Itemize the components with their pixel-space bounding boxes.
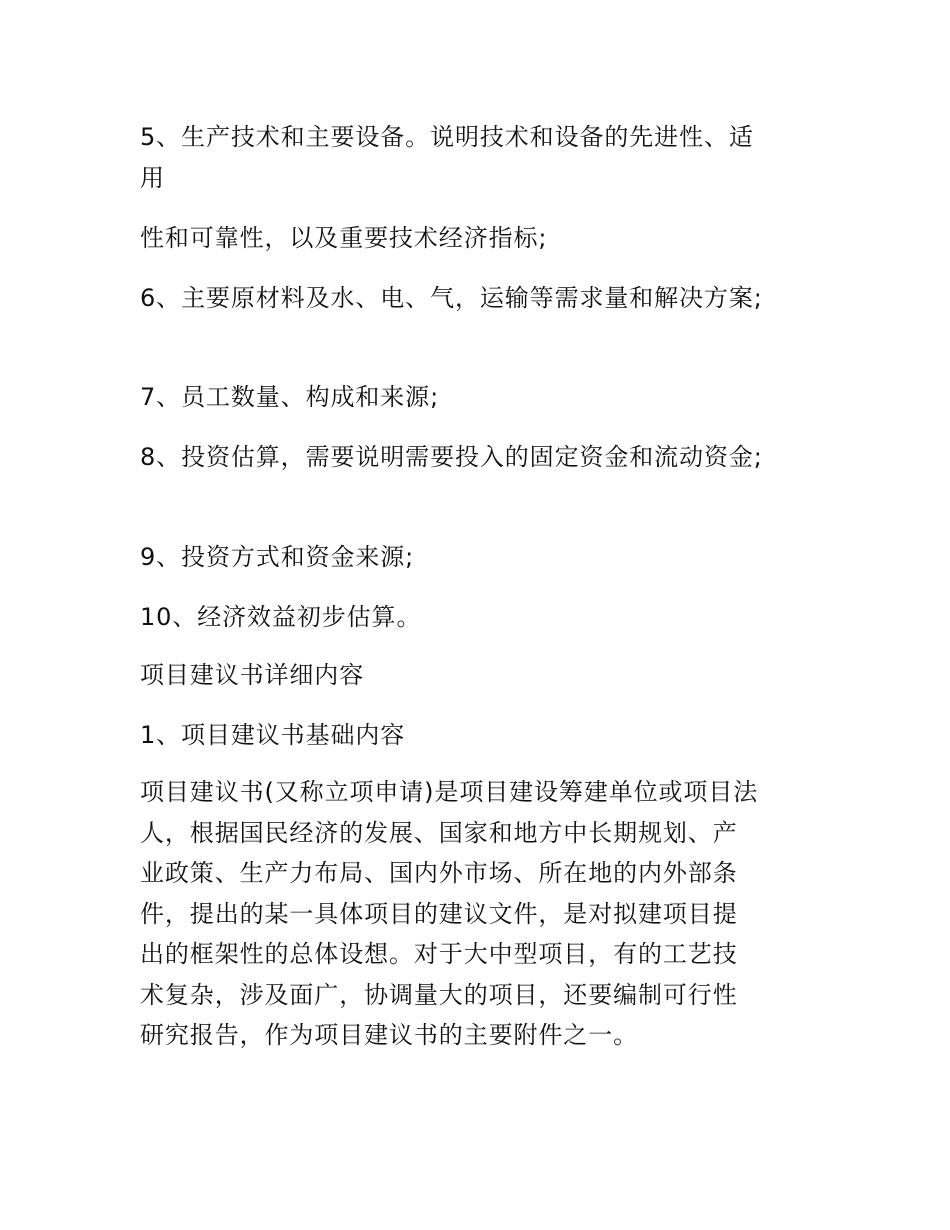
item-5-line-1: 5、生产技术和主要设备。说明技术和设备的先进性、适 (140, 123, 754, 151)
subsection-heading: 1、项目建议书基础内容 (140, 721, 406, 749)
paragraph-line: 术复杂，涉及面广，协调量大的项目，还要编制可行性 (140, 980, 738, 1009)
paragraph-line: 项目建议书(又称立项申请)是项目建设筹建单位或项目法 (140, 778, 759, 806)
item-5-line-3: 性和可靠性，以及重要技术经济指标; (140, 224, 548, 252)
paragraph-line: 出的框架性的总体设想。对于大中型项目，有的工艺技 (140, 940, 738, 968)
item-9: 9、投资方式和资金来源; (140, 543, 415, 571)
paragraph-line: 研究报告，作为项目建议书的主要附件之一。 (140, 1021, 638, 1049)
item-7: 7、员工数量、构成和来源; (140, 383, 440, 411)
paragraph-line: 件，提出的某一具体项目的建议文件，是对拟建项目提 (140, 899, 738, 928)
item-8: 8、投资估算，需要说明需要投入的固定资金和流动资金; (140, 443, 763, 471)
paragraph-line: 人，根据国民经济的发展、国家和地方中长期规划、产 (140, 818, 738, 847)
item-10: 10、经济效益初步估算。 (140, 603, 422, 631)
section-heading: 项目建议书详细内容 (140, 661, 365, 689)
item-6: 6、主要原材料及水、电、气，运输等需求量和解决方案; (140, 284, 763, 312)
body-paragraph (140, 772, 820, 1056)
paragraph-line: 业政策、生产力布局、国内外市场、所在地的内外部条 (140, 859, 738, 887)
item-5-line-2: 用 (140, 164, 165, 192)
